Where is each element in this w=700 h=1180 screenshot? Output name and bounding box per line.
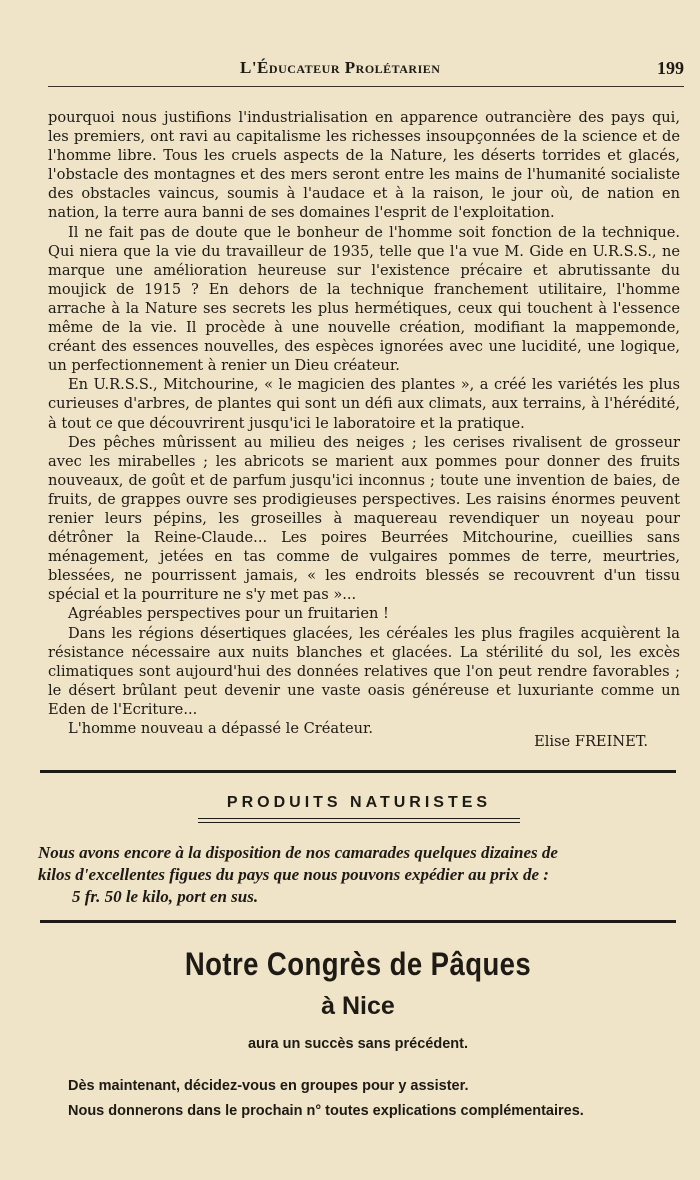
- article-body: [48, 108, 680, 738]
- article-paragraph: L'homme nouveau a dépassé le Créateur.: [68, 720, 373, 737]
- article-paragraph: Dans les régions désertiques glacées, les céréales les plus fragiles acquièrent la résistance nécessaire aux nuits blanches et glacées. La stérilité du sol, les excès climatiques sont aujourd'hui des données relatives que l'on peut rendre favorables ; le désert brûlant peut devenir une vaste oasis généreuse et luxuriante comme un Eden de l'Ecriture...: [48, 624, 680, 718]
- congres-line: Nous donnerons dans le prochain n° toutes explications complémentaires.: [68, 1103, 584, 1119]
- article-paragraph: Il ne fait pas de doute que le bonheur de l'homme soit fonction de la technique. Qui niera que la vie du travailleur de 1935, telle que l'a vue M. Gide en U.R.S.S., ne marque une amélioration heureuse sur l'existence précaire et abrutissante du moujick de 1915 ? En dehors de la technique franchement utilitaire, l'homme arrache à la Nature ses secrets les plus hermétiques, ceux qui touchent à l'essence même de la vie. Il procède à une nouvelle création, modifiant la mappemonde, créant des essences nouvelles, des espèces ignorées avec une lucidité, une logique, un perfectionnement à renier un Dieu créateur.: [48, 223, 680, 375]
- article-paragraph: pourquoi nous justifions l'industrialisation en apparence outrancière des pays qui, les premiers, ont ravi au capitalisme les richesses insoupçonnées de la science et de l'homme libre. Tous les cruels aspects de la Nature, les déserts torrides et glacés, l'obstacle des montagnes et des mers seront entre les mains de l'humanité socialiste des obstacles vaincus, soumis à l'audace et à la raison, le jour où, de nation en nation, la terre aura banni de ses domaines l'esprit de l'exploitation.: [48, 109, 680, 222]
- running-title: L'Éducateur Prolétarien: [240, 58, 441, 77]
- article-paragraph: En U.R.S.S., Mitchourine, « le magicien des plantes », a créé les variétés les plus curieuses d'arbres, de plantes qui sont un défi aux climats, aux terrains, à l'hérédité, à tout ce que découvrirent jusqu'ici le laboratoire et la pratique.: [48, 376, 680, 432]
- article-paragraph: Agréables perspectives pour un fruitarien !: [68, 605, 389, 623]
- produits-title-underline: [198, 818, 520, 823]
- produits-title: PRODUITS NATURISTES: [226, 794, 492, 811]
- page-header: [48, 58, 684, 82]
- notice-line: kilos d'excellentes figues du pays que nous pouvons expédier au prix de :: [38, 865, 549, 884]
- notice-line: 5 fr. 50 le kilo, port en sus.: [72, 887, 259, 906]
- page-number: 199: [657, 58, 684, 78]
- section-divider: [40, 920, 676, 923]
- section-divider: [40, 770, 676, 773]
- article-paragraph: Des pêches mûrissent au milieu des neiges ; les cerises rivalisent de grosseur avec les mirabelles ; les abricots se marient aux pommes pour donner des fruits nouveaux, de goût et de parfum jusqu'ici inconnus ; toute une invention de baies, de fruits, de grappes ouvre ses prodigieuses perspectives. Les raisins énormes peuvent renier leurs pépins, les groseilles à maquereau revendiquer un noyeau pour détrôner la Reine-Claude... Les poires Beurrées Mitchourine, cueillies sans ménagement, jetées en tas comme de vulgaires pommes de terre, meurtries, blessées, ne pourrissent jamais, « les endroits blessés se recouvrent d'un tissu spécial et la pourriture ne s'y met pas »...: [48, 433, 680, 604]
- produits-notice: [38, 842, 678, 908]
- congres-line: Dès maintenant, décidez-vous en groupes pour y assister.: [68, 1078, 469, 1094]
- congres-tagline: aura un succès sans précédent.: [247, 1036, 468, 1052]
- article-signature: Elise FREINET.: [534, 733, 648, 750]
- congres-title: Notre Congrès de Pâques: [184, 946, 532, 982]
- notice-line: Nous avons encore à la disposition de nos camarades quelques dizaines de: [38, 843, 558, 862]
- congres-subtitle: à Nice: [321, 992, 395, 1020]
- header-rule: [48, 86, 684, 87]
